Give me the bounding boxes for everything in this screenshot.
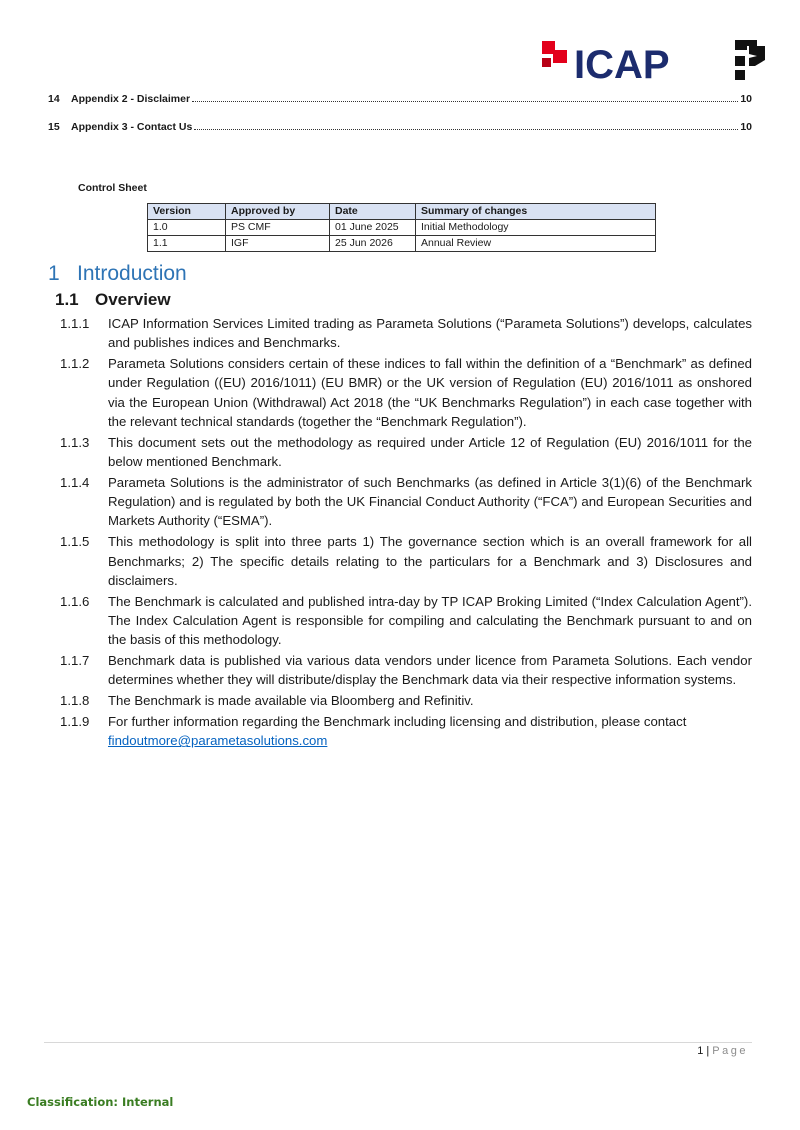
- list-item: [60, 473, 752, 531]
- list-item: [60, 433, 752, 472]
- paragraph-text: Parameta Solutions is the administrator of such Benchmarks (as defined in Article 3(1)(6) of the Benchmark Regulation) and is regulated by both the UK Financial Conduct Authority (“FCA”) and European Securities and Markets Authority (“ESMA”).: [108, 474, 752, 529]
- page-number-separator: |: [706, 1045, 710, 1057]
- table-cell: IGF: [226, 236, 330, 252]
- toc-number: 14: [48, 93, 60, 105]
- table-of-contents: [48, 93, 752, 149]
- toc-entry-14[interactable]: [48, 93, 752, 107]
- list-item: [60, 314, 752, 353]
- paragraph-number: 1.1.8: [60, 693, 90, 709]
- classification-label: Classification: Internal: [27, 1095, 174, 1109]
- table-header-row: [148, 204, 656, 220]
- table-cell: Initial Methodology: [416, 220, 656, 236]
- page-number-value: 1: [697, 1045, 704, 1057]
- control-sheet-title: Control Sheet: [78, 182, 147, 194]
- paragraph-text: The Benchmark is calculated and published intra-day by TP ICAP Broking Limited (“Index Calculation Agent”). The Index Calculation Agent is responsible for compiling and calculating the Benchmark pursuant to and on the basis of this methodology.: [108, 593, 752, 648]
- paragraph-number: 1.1.5: [60, 534, 90, 550]
- footer-divider: [44, 1042, 752, 1043]
- table-cell: 01 June 2025: [330, 220, 416, 236]
- paragraph-number: 1.1.3: [60, 434, 90, 450]
- column-header: Version: [148, 204, 226, 220]
- paragraph-number: 1.1.6: [60, 593, 90, 609]
- section-heading: [48, 262, 187, 286]
- page-number: [697, 1045, 748, 1057]
- paragraph-text: Benchmark data is published via various data vendors under licence from Parameta Solutions. Each vendor determines whether they will distribute/display the Benchmark data via their respective information systems.: [108, 653, 752, 688]
- table-row: [148, 220, 656, 236]
- paragraph-number: 1.1.4: [60, 474, 90, 490]
- section-number: 1: [48, 262, 60, 285]
- list-item: [60, 592, 752, 650]
- column-header: Date: [330, 204, 416, 220]
- table-cell: 25 Jun 2026: [330, 236, 416, 252]
- list-item: [60, 651, 752, 690]
- subsection-heading: [55, 290, 171, 310]
- table-row: [148, 236, 656, 252]
- control-sheet-table: [147, 203, 656, 252]
- toc-title: Appendix 3 - Contact Us: [71, 121, 193, 133]
- paragraph-text: [108, 712, 752, 751]
- subsection-number: 1.1: [55, 290, 79, 309]
- toc-number: 15: [48, 121, 60, 133]
- page-label: Page: [712, 1045, 748, 1057]
- paragraph-number: 1.1.2: [60, 356, 90, 372]
- list-item: [60, 691, 752, 710]
- overview-paragraphs: [60, 314, 752, 752]
- contact-email-link[interactable]: findoutmore@parametasolutions.com: [108, 733, 328, 749]
- icap-logo-text: ICAP: [574, 43, 670, 84]
- paragraph-text: ICAP Information Services Limited trading as Parameta Solutions (“Parameta Solutions”) develops, calculates and publishes indices and Benchmarks.: [108, 316, 752, 351]
- paragraph-number: 1.1.9: [60, 713, 90, 729]
- toc-leader: [192, 101, 738, 102]
- paragraph-text-body: For further information regarding the Benchmark including licensing and distribution, please contact: [108, 713, 687, 729]
- list-item: [60, 354, 752, 431]
- toc-leader: [194, 129, 738, 130]
- paragraph-text: This methodology is split into three parts 1) The governance section which is an overall framework for all Benchmarks; 2) The specific details relating to the particulars for a Benchmark and 3) Disclosures and disclaimers.: [108, 534, 752, 588]
- paragraph-text: This document sets out the methodology as required under Article 12 of Regulation (EU) 2016/1011 for the below mentioned Benchmark.: [108, 434, 752, 470]
- icap-logo: [540, 36, 685, 84]
- column-header: Approved by: [226, 204, 330, 220]
- list-item: [60, 712, 752, 751]
- subsection-title: Overview: [95, 290, 171, 309]
- toc-title: Appendix 2 - Disclaimer: [71, 93, 191, 105]
- toc-entry-15[interactable]: [48, 121, 752, 135]
- toc-page: 10: [740, 121, 752, 133]
- table-cell: PS CMF: [226, 220, 330, 236]
- toc-page: 10: [740, 93, 752, 105]
- paragraph-text: Parameta Solutions considers certain of these indices to fall within the definition of a “Benchmark” as defined under Regulation ((EU) 2016/1011) (EU BMR) or the UK version of Regulation (EU) 2016/1011 as onshored via the European Union (Withdrawal) Act 2018 (the “UK Benchmarks Regulation”) in each case together with the relevant technical standards (together the “Benchmark Regulation”).: [108, 356, 752, 429]
- parameta-logo: [735, 40, 767, 80]
- section-title: Introduction: [77, 262, 187, 285]
- column-header: Summary of changes: [416, 204, 656, 220]
- paragraph-text: The Benchmark is made available via Bloomberg and Refinitiv.: [108, 693, 474, 709]
- table-cell: Annual Review: [416, 236, 656, 252]
- table-cell: 1.1: [148, 236, 226, 252]
- list-item: [60, 532, 752, 590]
- paragraph-number: 1.1.7: [60, 653, 90, 669]
- table-cell: 1.0: [148, 220, 226, 236]
- paragraph-number: 1.1.1: [60, 316, 90, 331]
